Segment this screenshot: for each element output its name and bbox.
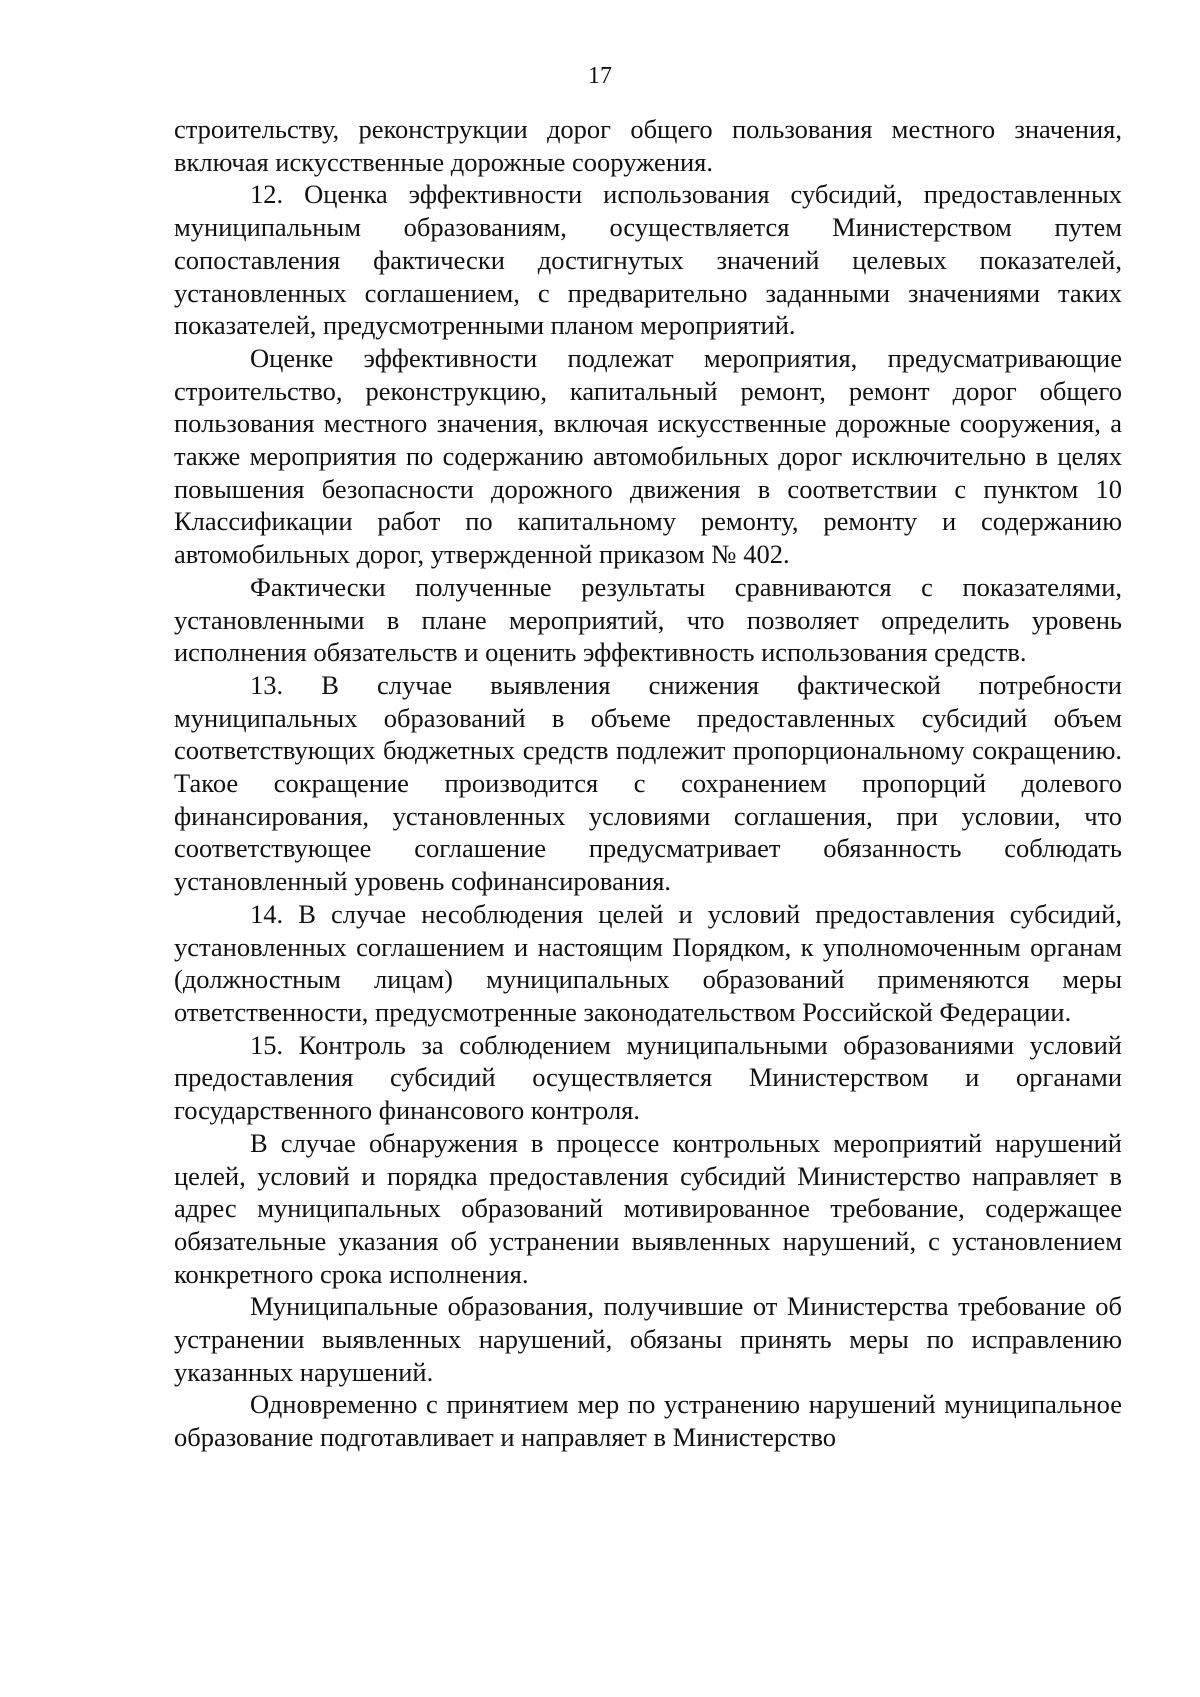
paragraph-results-comparison: Фактически полученные результаты сравниваются с показателями, установленными в плане мероприятий, что позволяет определить уровень исполнения обязательств и оценить эффективность использования средств. <box>174 571 1122 668</box>
page-number: 17 <box>588 63 612 89</box>
paragraph-simultaneous-measures: Одновременно с принятием мер по устранению нарушений муниципальное образование подготавливает и направляет в Министерство <box>174 1389 1122 1453</box>
document-body <box>174 113 1122 1454</box>
paragraph-item-14: 14. В случае несоблюдения целей и условий предоставления субсидий, установленных соглашением и настоящим Порядком, к уполномоченным органам (должностным лицам) муниципальных образований применяются меры ответственности, предусмотренные законодательством Российской Федерации. <box>174 898 1122 1027</box>
paragraph-item-13: 13. В случае выявления снижения фактической потребности муниципальных образований в объеме предоставленных субсидий объем соответствующих бюджетных средств подлежит пропорциональному сокращению. Такое сокращение производится с сохранением пропорций долевого финансирования, установленных условиями соглашения, при условии, что соответствующее соглашение предусматривает обязанность соблюдать установленный уровень софинансирования. <box>174 669 1122 897</box>
paragraph-continuation: строительству, реконструкции дорог общего пользования местного значения, включая искусственные дорожные сооружения. <box>174 114 1122 177</box>
paragraph-item-15: 15. Контроль за соблюдением муниципальными образованиями условий предоставления субсидий осуществляется Министерством и органами государственного финансового контроля. <box>174 1029 1122 1126</box>
paragraph-municipal-obligations: Муниципальные образования, получившие от Министерства требование об устранении выявленных нарушений, обязаны принять меры по исправлению указанных нарушений. <box>174 1291 1122 1387</box>
paragraph-violations-requirement: В случае обнаружения в процессе контрольных мероприятий нарушений целей, условий и порядка предоставления субсидий Министерство направляет в адрес муниципальных образований мотивированное требование, содержащее обязательные указания об устранении выявленных нарушений, с установлением конкретного срока исполнения. <box>174 1127 1122 1289</box>
paragraph-item-12: 12. Оценка эффективности использования субсидий, предоставленных муниципальным образованиям, осуществляется Министерством путем сопоставления фактически достигнутых значений целевых показателей, установленных соглашением, с предварительно заданными значениями таких показателей, предусмотренными планом мероприятий. <box>174 179 1122 341</box>
paragraph-evaluation-scope: Оценке эффективности подлежат мероприятия, предусматривающие строительство, реконструкцию, капитальный ремонт, ремонт дорог общего пользования местного значения, включая искусственные дорожные сооружения, а также мероприятия по содержанию автомобильных дорог исключительно в целях повышения безопасности дорожного движения в соответствии с пунктом 10 Классификации работ по капитальному ремонту, ремонту и содержанию автомобильных дорог, утвержденной приказом № 402. <box>174 342 1122 570</box>
